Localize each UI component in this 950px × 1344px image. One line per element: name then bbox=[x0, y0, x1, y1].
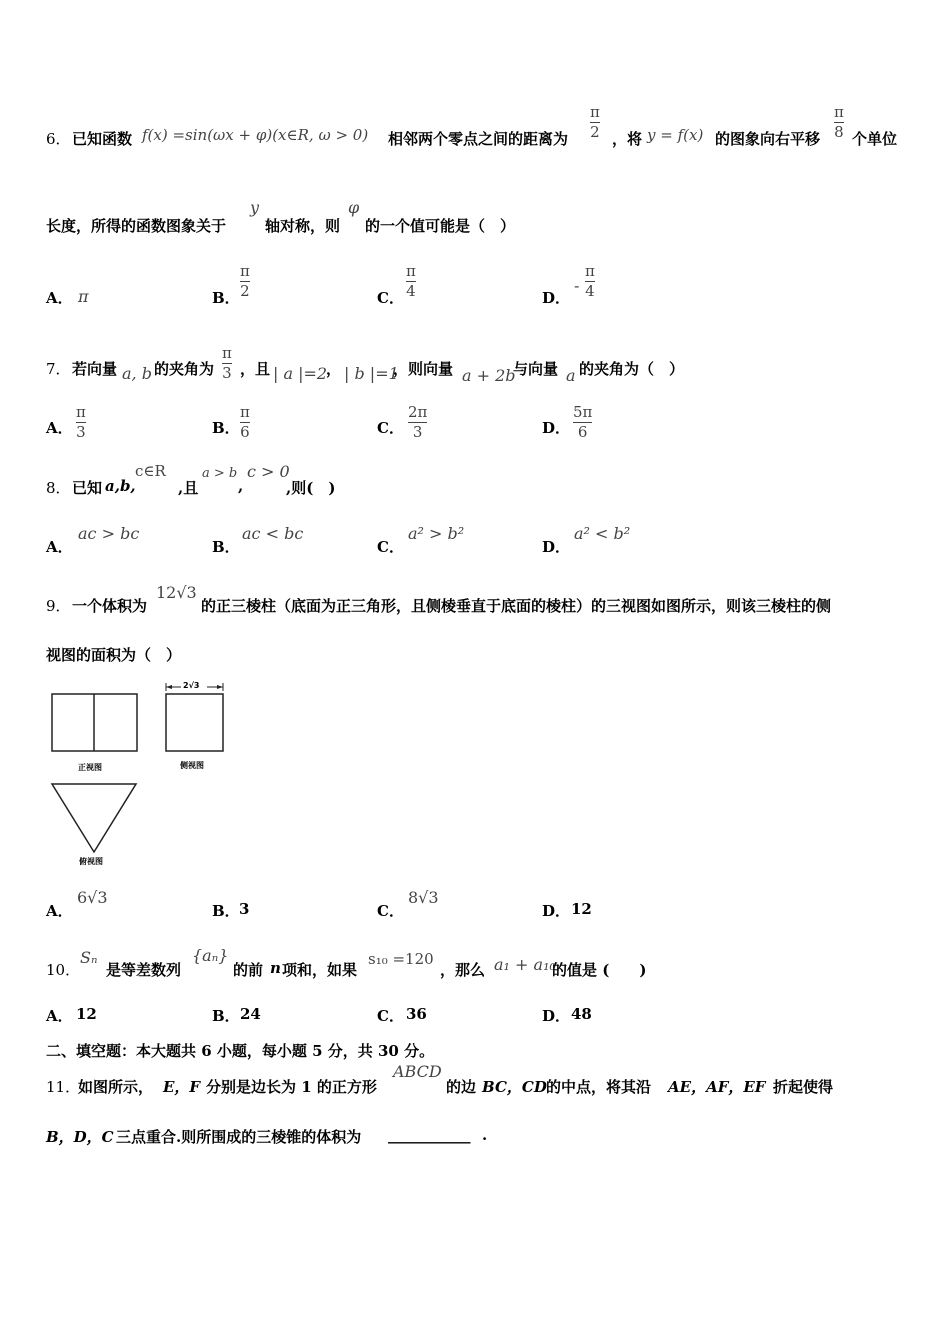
top-view bbox=[52, 784, 136, 852]
q9-option-a-label[interactable]: A． bbox=[46, 902, 73, 920]
q9-volume: 12√3 bbox=[156, 583, 197, 602]
q7-text-4: ，则向量 bbox=[393, 360, 454, 378]
q7-number: 7． bbox=[46, 360, 71, 378]
q11-text-2: 分别是边长为 1 的正方形 bbox=[206, 1078, 377, 1096]
q11-text-3: 的边 bbox=[446, 1078, 477, 1096]
q10-text-4: ，那么 bbox=[440, 961, 486, 979]
q11-answer-blank[interactable]: ___________ bbox=[388, 1126, 471, 1144]
q6-option-d-den: 4 bbox=[585, 282, 595, 300]
q11-text-4: 的中点，将其沿 bbox=[546, 1078, 652, 1096]
section-heading-fill-in: 二、填空题：本大题共 6 小题，每小题 5 分，共 30 分。 bbox=[46, 1042, 435, 1060]
q6-option-c-label[interactable]: C． bbox=[377, 289, 404, 307]
q6-text-3: ，将 bbox=[612, 130, 643, 148]
q7-option-a-num: π bbox=[76, 403, 86, 421]
q7-frac-den: 3 bbox=[222, 364, 232, 382]
q7-option-d-label[interactable]: D． bbox=[542, 419, 571, 437]
q6-text-1: 已知函数 bbox=[72, 130, 133, 148]
q7-option-c-den: 3 bbox=[412, 423, 423, 441]
q10-option-c-label[interactable]: C． bbox=[377, 1007, 404, 1025]
q6-option-b-frac bbox=[240, 263, 250, 300]
q7-text-1: 若向量 bbox=[72, 360, 118, 378]
q11-bc-cd: BC，CD bbox=[482, 1078, 547, 1096]
q8-option-b-label[interactable]: B． bbox=[212, 538, 240, 556]
q6-frac-pi-8 bbox=[834, 104, 844, 141]
q9-three-view-figure bbox=[44, 676, 234, 872]
q11-text-6: 三点重合.则所围成的三棱锥的体积为 bbox=[116, 1128, 362, 1146]
q7-text-3: ，且 bbox=[240, 360, 271, 378]
q9-option-b-value: 3 bbox=[239, 900, 250, 918]
q6-text-4: 的图象向右平移 bbox=[715, 130, 821, 148]
q9-side-view-label: 侧视图 bbox=[180, 761, 204, 770]
q7-option-b-frac bbox=[240, 404, 250, 441]
q9-top-view-label: 俯视图 bbox=[79, 857, 103, 866]
q9-option-d-label[interactable]: D． bbox=[542, 902, 571, 920]
q6-option-d-label[interactable]: D． bbox=[542, 289, 571, 307]
q11-abcd: ABCD bbox=[393, 1062, 442, 1081]
q11-edges: AE，AF，EF bbox=[668, 1078, 766, 1096]
q10-option-b-label[interactable]: B． bbox=[212, 1007, 240, 1025]
q9-number: 9． bbox=[46, 597, 71, 615]
q7-frac-num: π bbox=[222, 344, 232, 362]
q11-number: 11． bbox=[46, 1078, 81, 1096]
q8-text-3: ,则( ) bbox=[286, 479, 336, 497]
q10-text-3: 项和，如果 bbox=[282, 961, 358, 979]
q8-number: 8． bbox=[46, 479, 71, 497]
q6-phi: φ bbox=[348, 198, 360, 217]
q10-option-d-label[interactable]: D． bbox=[542, 1007, 571, 1025]
q6-option-a-value: π bbox=[78, 287, 89, 306]
side-view bbox=[166, 681, 223, 751]
q6-text-7: 轴对称，则 bbox=[265, 217, 341, 235]
q9-dim-label: 2√3 bbox=[183, 681, 200, 690]
q6-formula-y: y = f(x) bbox=[647, 126, 704, 144]
q6-option-a-label[interactable]: A． bbox=[46, 289, 73, 307]
q6-option-d-num: π bbox=[585, 262, 595, 280]
q7-text-6: 的夹角为（ ） bbox=[579, 360, 685, 378]
q8-c-in-r: c∈R bbox=[135, 462, 166, 480]
q7-ab: a, b bbox=[122, 364, 152, 383]
q7-a: a bbox=[566, 366, 576, 385]
q6-frac8-num: π bbox=[834, 103, 844, 121]
q6-frac-pi-2 bbox=[590, 104, 600, 141]
q6-frac8-den: 8 bbox=[834, 123, 844, 141]
q6-option-c-num: π bbox=[406, 262, 416, 280]
q9-text-1: 一个体积为 bbox=[72, 597, 148, 615]
q9-option-c-value: 8√3 bbox=[408, 888, 439, 907]
q6-option-b-label[interactable]: B． bbox=[212, 289, 240, 307]
q7-option-d-num: 5π bbox=[573, 403, 593, 421]
q10-text-5: 的值是 ( ) bbox=[552, 961, 647, 979]
q8-option-d-value: a² < b² bbox=[574, 524, 631, 543]
q7-option-c-num: 2π bbox=[408, 403, 428, 421]
q10-text-1: 是等差数列 bbox=[106, 961, 182, 979]
q6-option-c-den: 4 bbox=[406, 282, 416, 300]
q7-text-5: 与向量 bbox=[513, 360, 559, 378]
q7-option-a-label[interactable]: A． bbox=[46, 419, 73, 437]
q7-option-c-frac bbox=[408, 404, 427, 441]
q10-option-b-value: 24 bbox=[240, 1005, 261, 1023]
q10-number: 10． bbox=[46, 961, 81, 979]
q8-text-2: ,且 bbox=[178, 479, 199, 497]
q11-bdc: B，D，C bbox=[46, 1128, 114, 1146]
q8-option-b-value: ac < bc bbox=[242, 524, 304, 543]
q10-option-c-value: 36 bbox=[406, 1005, 427, 1023]
q9-front-view-label: 正视图 bbox=[78, 763, 102, 772]
q9-text-3: 视图的面积为（ ） bbox=[46, 646, 182, 664]
q8-abc: a,b, bbox=[105, 477, 136, 495]
q6-formula-f: f(x) =sin(ωx + φ)(x∈R, ω > 0) bbox=[142, 126, 369, 144]
q10-text-2: 的前 bbox=[233, 961, 264, 979]
q8-text-1: 已知 bbox=[72, 479, 103, 497]
q11-text-5: 折起使得 bbox=[773, 1078, 834, 1096]
q7-option-c-label[interactable]: C． bbox=[377, 419, 404, 437]
front-view bbox=[52, 694, 137, 751]
q6-option-d-frac bbox=[585, 263, 595, 300]
q7-option-b-num: π bbox=[240, 403, 250, 421]
q6-number: 6． bbox=[46, 130, 71, 148]
q7-a2b: a + 2b bbox=[462, 366, 516, 385]
q6-frac-den: 2 bbox=[590, 123, 600, 141]
q6-text-5: 个单位 bbox=[852, 130, 898, 148]
q7-option-d-den: 6 bbox=[577, 423, 588, 441]
q9-text-2: 的正三棱柱（底面为正三角形，且侧棱垂直于底面的棱柱）的三视图如图所示，则该三棱柱的侧 bbox=[201, 597, 832, 615]
q6-text-6: 长度，所得的函数图象关于 bbox=[46, 217, 227, 235]
q6-text-8: 的一个值可能是（ ） bbox=[365, 217, 516, 235]
q10-option-a-label[interactable]: A． bbox=[46, 1007, 73, 1025]
q8-option-c-label[interactable]: C． bbox=[377, 538, 404, 556]
q8-option-c-value: a² > b² bbox=[408, 524, 465, 543]
q6-option-c-frac bbox=[406, 263, 416, 300]
q6-option-d-sign: - bbox=[574, 276, 580, 295]
q7-option-d-frac bbox=[573, 404, 592, 441]
q10-an: {aₙ} bbox=[192, 946, 229, 965]
q7-option-b-den: 6 bbox=[240, 423, 250, 441]
q8-a-gt-b: a > b bbox=[202, 466, 238, 481]
q7-a-mod: | a |=2 bbox=[273, 364, 328, 383]
q7-b-mod: | b |=1 bbox=[344, 364, 399, 383]
q9-option-a-value: 6√3 bbox=[77, 888, 108, 907]
q10-n: n bbox=[270, 959, 281, 977]
q6-option-b-den: 2 bbox=[240, 282, 250, 300]
q10-sn: Sₙ bbox=[80, 948, 98, 967]
q10-s10: s₁₀ =120 bbox=[368, 950, 434, 968]
q6-frac-num: π bbox=[590, 103, 600, 121]
q11-text-1: 如图所示， bbox=[78, 1078, 154, 1096]
q9-option-d-value: 12 bbox=[571, 900, 592, 918]
q9-option-b-label[interactable]: B． bbox=[212, 902, 240, 920]
q7-frac-pi-3 bbox=[222, 345, 232, 382]
q10-a1-a10: a₁ + a₁₀ bbox=[494, 955, 556, 974]
q7-option-b-label[interactable]: B． bbox=[212, 419, 240, 437]
q9-option-c-label[interactable]: C． bbox=[377, 902, 404, 920]
q10-option-a-value: 12 bbox=[76, 1005, 97, 1023]
q8-option-a-value: ac > bc bbox=[78, 524, 140, 543]
q8-option-d-label[interactable]: D． bbox=[542, 538, 571, 556]
q7-comma: ， bbox=[326, 360, 342, 378]
q8-option-a-label[interactable]: A． bbox=[46, 538, 73, 556]
q11-end: . bbox=[482, 1126, 488, 1144]
q6-text-2: 相邻两个零点之间的距离为 bbox=[388, 130, 569, 148]
q10-option-d-value: 48 bbox=[571, 1005, 592, 1023]
q8-c-gt-0: c > 0 bbox=[247, 462, 290, 481]
q6-y: y bbox=[250, 198, 260, 217]
q7-option-a-frac bbox=[76, 404, 86, 441]
q7-text-2: 的夹角为 bbox=[154, 360, 215, 378]
q6-option-b-num: π bbox=[240, 262, 250, 280]
q11-ef: E，F bbox=[163, 1078, 201, 1096]
q7-option-a-den: 3 bbox=[76, 423, 86, 441]
q8-comma: , bbox=[238, 477, 244, 495]
